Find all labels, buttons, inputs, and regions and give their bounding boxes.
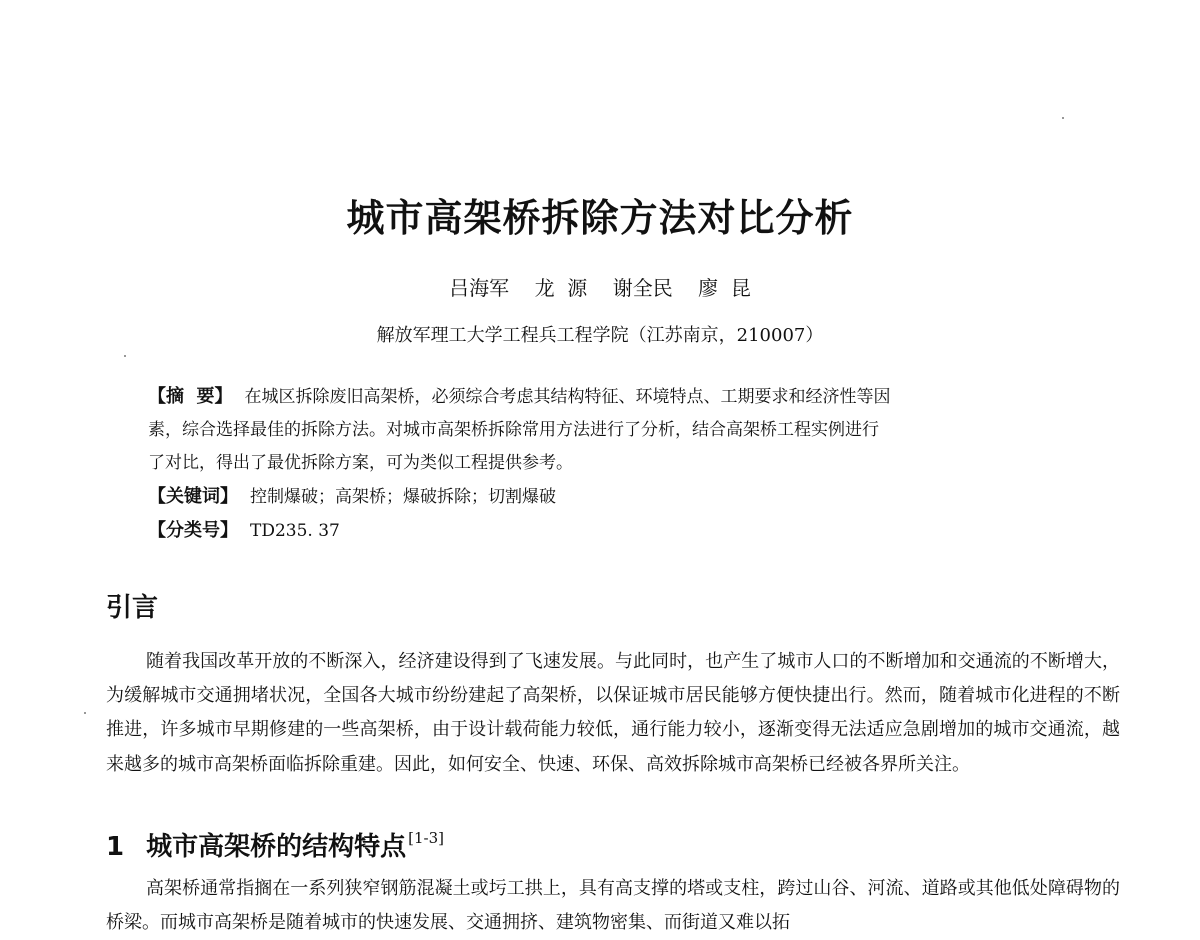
scan-speck: [84, 712, 86, 714]
keywords-text: 控制爆破；高架桥；爆破拆除；切割爆破: [250, 487, 556, 507]
abstract-line-2: 素，综合选择最佳的拆除方法。对城市高架桥拆除常用方法进行了分析，结合高架桥工程实例进行: [148, 420, 879, 440]
abstract-line-1: [148, 380, 1088, 414]
scan-speck: [1062, 117, 1064, 119]
section-1-heading: [106, 818, 444, 867]
author-affiliation: 解放军理工大学工程兵工程学院（江苏南京，210007）: [376, 325, 824, 346]
section-1-title: 城市高架桥的结构特点: [146, 832, 407, 862]
keywords-line: [148, 480, 1088, 514]
section-1-citation: [1-3]: [408, 829, 444, 847]
intro-paragraph: 随着我国改革开放的不断深入，经济建设得到了飞速发展。与此同时，也产生了城市人口的不断增加和交通流的不断增大，为缓解城市交通拥堵状况，全国各大城市纷纷建起了高架桥，以保证城市居民能够方便快捷出行。然而，随着城市化进程的不断推进，许多城市早期修建的一些高架桥，由于设计载荷能力较低，通行能力较小，逐渐变得无法适应急剧增加的城市交通流，越来越多的城市高架桥面临拆除重建。因此，如何安全、快速、环保、高效拆除城市高架桥已经被各界所关注。: [106, 651, 1120, 775]
section-1-paragraph: 高架桥通常指搁在一系列狭窄钢筋混凝土或圬工拱上，具有高支撑的塔或支柱，跨过山谷、河流、道路或其他低处障碍物的桥梁。而城市高架桥是随着城市的快速发展、交通拥挤、建筑物密集、而街道又难以拓: [106, 878, 1120, 934]
intro-heading: 引言: [106, 593, 159, 623]
scan-speck: [124, 355, 126, 357]
section-1-number: 1: [106, 832, 125, 862]
classification-text: TD235. 37: [250, 521, 340, 541]
keywords-label: 【关键词】: [148, 486, 238, 507]
abstract-label: 【摘 要】: [148, 386, 233, 407]
abstract-text-1: 在城区拆除废旧高架桥，必须综合考虑其结构特征、环境特点、工期要求和经济性等因: [244, 387, 891, 407]
abstract-block: [148, 380, 1088, 548]
classification-label: 【分类号】: [148, 520, 238, 541]
paper-title: 城市高架桥拆除方法对比分析: [346, 195, 854, 240]
author-list: 吕海军 龙 源 谢全民 廖 昆: [449, 276, 751, 300]
classification-line: [148, 514, 1088, 548]
abstract-line-3: 了对比，得出了最优拆除方案，可为类似工程提供参考。: [148, 453, 573, 473]
